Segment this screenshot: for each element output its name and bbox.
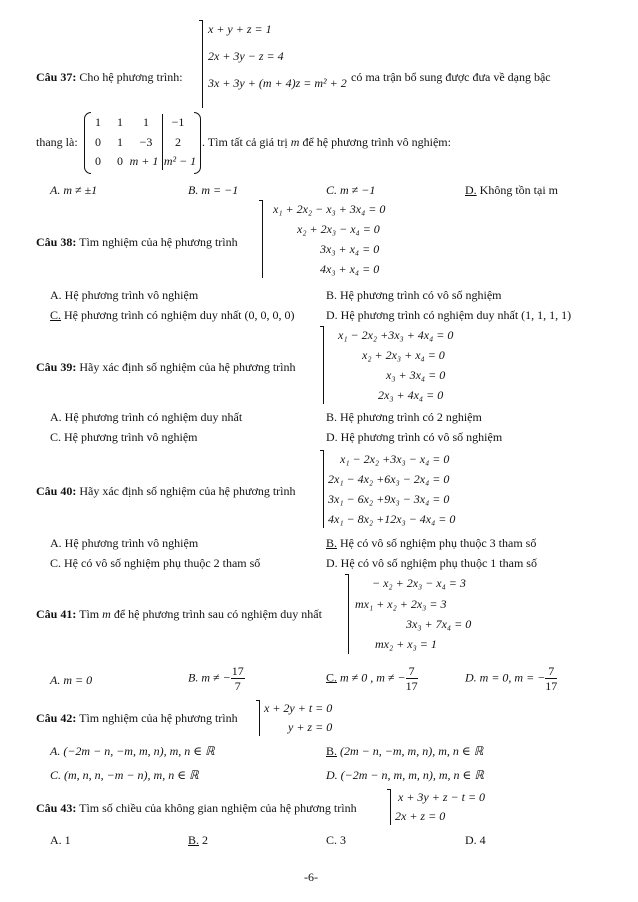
fraction [406,664,418,693]
q37-text: Cho hệ phương trình: [79,70,183,84]
q39-option-d[interactable]: D. Hệ phương trình có vô số nghiệm [326,430,503,444]
matrix-cell: 0 [117,154,123,168]
q41-eq4: mx₂ + x₃ = 1 [375,637,437,651]
q37-option-d[interactable] [465,183,558,198]
q43-option-d[interactable]: D. 4 [465,833,486,847]
q38-c-text: Hệ phương trình có nghiệm duy nhất (0, 0, 0, 0) [64,308,295,322]
q38-eq1: x₁ + 2x₂ − x₃ + 3x₄ = 0 [273,202,386,216]
q41-eq2: mx₁ + x₂ + 2x₃ = 3 [355,597,447,611]
q38-prompt [36,235,238,250]
fraction [231,664,245,693]
q41-text2: để hệ phương trình sau có nghiệm duy nhất [113,607,322,621]
q37-eq1: x + y + z = 1 [208,22,272,36]
q43-brace [390,789,391,825]
q41-option-d[interactable] [465,664,557,693]
q37-answer-letter: D. [465,183,477,197]
q43-b-text: 2 [202,833,209,847]
q41-option-c[interactable] [326,664,418,693]
q37-line2-text [202,135,451,150]
q37-option-b[interactable]: B. m = −1 [188,183,239,197]
q42-answer-letter: B. [326,744,338,758]
q37-label: Câu 37: [36,70,77,84]
q37-after: có ma trận bổ sung được đưa về dạng bậc [351,70,551,84]
q38-brace [262,200,263,278]
q42-option-c[interactable]: C. (m, n, n, −m − n), m, n ∈ ℝ [50,768,199,782]
q38-answer-letter: C. [50,308,62,322]
q41-c-num: 7 [406,664,418,679]
q40-eq3: 3x₁ − 6x₂ +9x₃ − 3x₄ = 0 [328,492,450,506]
q38-option-a[interactable]: A. Hệ phương trình vô nghiệm [50,288,199,302]
q43-label: Câu 43: [36,801,77,815]
q39-eq4: 2x₃ + 4x₄ = 0 [378,388,444,402]
matrix-cell: m² − 1 [163,154,197,168]
q41-b-num: 17 [231,664,244,678]
matrix-cell: 0 [95,154,101,168]
matrix-cell: 1 [143,115,149,129]
q39-eq2: x₂ + 2x₃ + x₄ = 0 [362,348,445,362]
q42-text: Tìm nghiệm của hệ phương trình [79,711,238,725]
q38-eq4: 4x₃ + x₄ = 0 [320,262,380,276]
q43-option-b[interactable] [188,833,208,848]
q41-b-pre: B. m ≠ − [188,670,231,685]
q42-option-b[interactable] [326,744,483,759]
q37-option-c[interactable]: C. m ≠ −1 [326,183,376,197]
augment-bar [162,114,163,170]
q41-d-den: 17 [545,679,558,693]
q38-label: Câu 38: [36,235,77,249]
q39-prompt [36,360,295,375]
q42-eq1: x + 2y + t = 0 [264,701,333,715]
q41-c-pre: m ≠ 0 , m ≠ − [340,670,406,685]
q39-eq3: x₃ + 3x₄ = 0 [386,368,446,382]
q40-b-text: Hệ có vô số nghiệm phụ thuộc 3 tham số [340,536,537,550]
q42-eq2: y + z = 0 [288,720,333,734]
q37-line2c: để hệ phương trình vô nghiệm: [302,135,451,149]
q38-option-b[interactable]: B. Hệ phương trình có vô số nghiệm [326,288,502,302]
q40-option-c[interactable]: C. Hệ có vô số nghiệm phụ thuộc 2 tham số [50,556,261,570]
matrix-cell: −1 [171,115,185,129]
q39-eq1: x₁ − 2x₂ +3x₃ + 4x₄ = 0 [338,328,454,342]
q42-option-d[interactable]: D. (−2m − n, m, m, n), m, n ∈ ℝ [326,768,484,782]
q43-text: Tìm số chiều của không gian nghiệm của hệ phương trình [79,801,357,815]
q39-option-b[interactable]: B. Hệ phương trình có 2 nghiệm [326,410,482,424]
q43-prompt [36,801,357,816]
matrix-cell: 1 [117,115,123,129]
q43-eq1: x + 3y + z − t = 0 [398,790,486,804]
q43-answer-letter: B. [188,833,200,847]
q41-text: Tìm [79,607,100,621]
q41-m: m [102,607,111,621]
q40-option-b[interactable] [326,536,536,551]
q37-brace [202,20,203,108]
q40-option-a[interactable]: A. Hệ phương trình vô nghiệm [50,536,199,550]
q39-option-a[interactable]: A. Hệ phương trình có nghiệm duy nhất [50,410,243,424]
q41-b-den: 7 [234,679,241,693]
q42-b-text: (2m − n, −m, m, n), m, n ∈ ℝ [340,744,484,758]
q41-option-b[interactable] [188,664,245,693]
q41-eq3: 3x₃ + 7x₄ = 0 [406,617,472,631]
q41-answer-letter: C. [326,670,338,685]
matrix-cell: −3 [139,135,153,149]
fraction [545,664,557,693]
q37-option-a[interactable]: A. m ≠ ±1 [50,183,98,197]
q40-eq4: 4x₁ − 8x₂ +12x₃ − 4x₄ = 0 [328,512,456,526]
q41-d-pre: D. m = 0, m = − [465,670,546,685]
matrix-right-paren [194,112,201,174]
q37-d-text: Không tồn tại m [479,183,558,197]
q37-eq3: 3x + 3y + (m + 4)z = m² + 2 [208,76,347,90]
matrix-cell: 0 [95,135,101,149]
q38-option-c[interactable] [50,308,295,323]
matrix-cell: 1 [95,115,101,129]
q40-option-d[interactable]: D. Hệ có vô số nghiệm phụ thuộc 1 tham số [326,556,537,570]
q41-label: Câu 41: [36,607,77,621]
matrix-cell: m + 1 [129,154,159,168]
q39-label: Câu 39: [36,360,77,374]
matrix-cell: 2 [175,135,181,149]
q39-text: Hãy xác định số nghiệm của hệ phương trình [79,360,296,374]
q40-prompt [36,484,295,499]
q42-option-a[interactable]: A. (−2m − n, −m, m, n), m, n ∈ ℝ [50,744,215,758]
q41-option-a[interactable]: A. m = 0 [50,673,93,687]
q38-eq2: x₂ + 2x₃ − x₄ = 0 [297,222,380,236]
q41-prompt [36,607,322,622]
q37-m: m [290,135,300,149]
q37-line2: thang là: [36,135,78,149]
page-number: -6- [304,870,318,884]
q43-option-c[interactable]: C. 3 [326,833,347,847]
q41-d-num: 7 [545,664,557,679]
q37-prompt [36,70,183,85]
q37-eq2: 2x + 3y − z = 4 [208,49,284,63]
q41-brace [348,574,349,654]
q43-eq2: 2x + z = 0 [395,809,446,823]
matrix-cell: 1 [117,135,123,149]
q40-text: Hãy xác định số nghiệm của hệ phương trình [79,484,296,498]
q38-text: Tìm nghiệm của hệ phương trình [79,235,238,249]
q43-option-a[interactable]: A. 1 [50,833,71,847]
q38-option-d[interactable]: D. Hệ phương trình có nghiệm duy nhất (1, 1, 1, 1) [326,308,572,322]
q41-eq1: − x₂ + 2x₃ − x₄ = 3 [372,576,466,590]
q40-eq1: x₁ − 2x₂ +3x₃ − x₄ = 0 [340,452,450,466]
q42-brace [259,700,260,736]
q37-line2b: . Tìm tất cả giá trị [202,135,288,149]
q40-brace [323,450,324,528]
q40-label: Câu 40: [36,484,77,498]
q38-eq3: 3x₃ + x₄ = 0 [320,242,380,256]
q39-option-c[interactable]: C. Hệ phương trình vô nghiệm [50,430,198,444]
q40-eq2: 2x₁ − 4x₂ +6x₃ − 2x₄ = 0 [328,472,450,486]
q42-label: Câu 42: [36,711,77,725]
q40-answer-letter: B. [326,536,338,550]
q42-prompt [36,711,238,726]
q41-c-den: 17 [405,679,418,693]
q39-brace [323,326,324,404]
